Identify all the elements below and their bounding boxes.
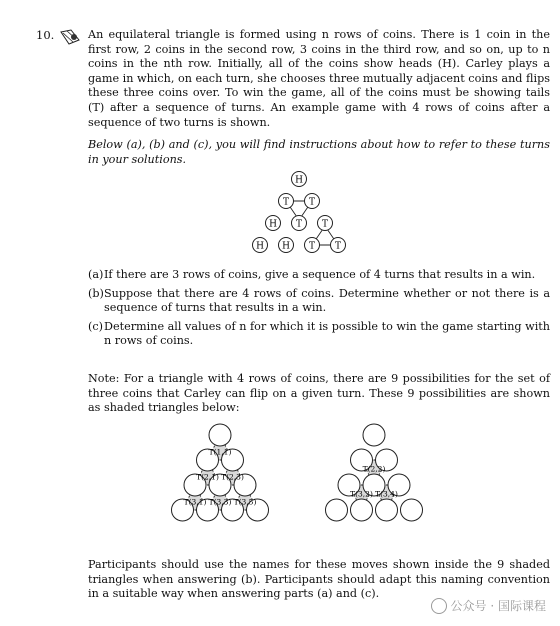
coin (209, 424, 231, 446)
coin-face: T (334, 241, 342, 252)
move-label: T(3,5) (233, 497, 257, 507)
move-label: T(1,1) (208, 447, 232, 457)
move-label: T(2,2) (362, 464, 386, 474)
coin (376, 499, 398, 521)
coin-face: H (282, 241, 290, 252)
coin-face: T (321, 219, 329, 230)
note-text: Note: For a triangle with 4 rows of coins, there are 9 possibilities for the set of three coins that Carley can flip on a given turn. These 9 possibilities are shown as shaded triangles below: (88, 372, 550, 415)
instructions-text: Below (a), (b) and (c), you will find instructions about how to refer to these turns in your solutions. (88, 138, 550, 166)
coin (326, 499, 348, 521)
coin (363, 424, 385, 446)
coin-face: T (308, 241, 316, 252)
move-label: T(3,1) (183, 497, 207, 507)
intro-text: An equilateral triangle is formed using n rows of coins. There is 1 coin in the first row, 2 coins in the second row, 3 coins in the third row, and so on, up to n coins in the nth row. Initially, all of the coins show heads (H). Carley plays a game in which, on each turn, she chooses three mutually adjacent coins and flips these three coins over. To win the game, all of the coins must be showing tails (T) after a sequence of turns. An example game with 4 rows of coins after a sequence of two turns is shown. (88, 28, 550, 129)
coin-face: T (308, 197, 316, 208)
coin (351, 499, 373, 521)
problem-number: 10. (36, 28, 55, 42)
moves-diagram-right (304, 421, 444, 551)
coin-face: H (256, 241, 264, 252)
pencil-icon (59, 28, 81, 46)
coin-face: H (295, 175, 303, 186)
coin-face: T (282, 197, 290, 208)
move-label: T(3,2) (350, 489, 373, 499)
question-c: (c) Determine all values of n for which it is possible to win the game starting with n rows of coins. (88, 319, 550, 348)
moves-diagram-left (150, 421, 290, 551)
coin-face: H (269, 219, 277, 230)
wechat-icon (431, 598, 447, 614)
move-label: T(3,3) (208, 497, 232, 507)
question-b: (b) Suppose that there are 4 rows of coins. Determine whether or not there is a sequence of turns that results in a win. (88, 286, 550, 315)
example-coins-figure (247, 173, 347, 263)
question-a: (a) If there are 3 rows of coins, give a sequence of 4 turns that results in a win. (88, 268, 536, 281)
move-label: T(2,1) (196, 472, 219, 482)
move-label: T(3,4) (375, 489, 398, 499)
closing-text: Participants should use the names for these moves shown inside the 9 shaded triangles when answering (b). Participants should adapt this naming convention in a suitable way when answering parts (a) and (c). (88, 558, 550, 601)
move-label: T(2,3) (221, 472, 244, 482)
questions-list (88, 268, 550, 353)
coin-face: T (295, 219, 303, 230)
coin (401, 499, 423, 521)
watermark: 公众号 · 国际课程 (431, 597, 546, 614)
